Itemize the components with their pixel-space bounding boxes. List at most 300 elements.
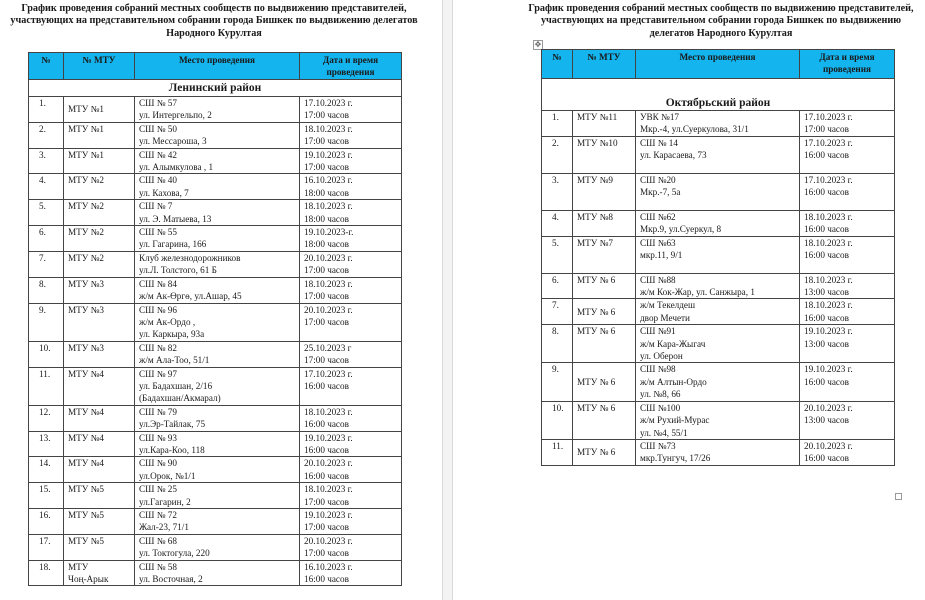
- mtu-cell: [64, 509, 135, 535]
- datetime-cell: [300, 483, 402, 509]
- datetime-cell-line: 16:00 часов: [804, 376, 849, 387]
- datetime-cell-line: 16:00 часов: [804, 312, 849, 323]
- place-cell-line: ж/м Текелдеш: [640, 300, 696, 311]
- mtu-cell: [64, 97, 135, 123]
- place-cell-line: ж/м Ала-Тоо, 51/1: [139, 355, 210, 366]
- datetime-cell: [300, 341, 402, 367]
- row-number: 15.: [29, 483, 64, 509]
- mtu-cell-line: МТУ № 6: [577, 402, 616, 413]
- datetime-cell: [300, 405, 402, 431]
- table-row: [542, 363, 895, 401]
- document-title: График проведения собраний местных сообществ по выдвижению представителей, участвующих на представительном собрании города Бишкек по выдвижению делегатов Народного Курултая: [528, 3, 914, 39]
- place-cell: [135, 148, 300, 174]
- datetime-cell: [800, 210, 895, 236]
- place-cell-line: СШ №62: [640, 211, 676, 222]
- mtu-cell: [64, 457, 135, 483]
- table-row: [29, 534, 402, 560]
- place-cell-line: ул.Орок, №1/1: [139, 470, 196, 481]
- mtu-cell: [573, 273, 636, 299]
- datetime-cell: [800, 401, 895, 439]
- header-place: Место проведения: [135, 53, 300, 80]
- datetime-cell: [800, 299, 895, 325]
- mtu-cell: [573, 439, 636, 465]
- mtu-cell: [64, 560, 135, 586]
- mtu-cell: [64, 148, 135, 174]
- mtu-cell-line: МТУ №1: [68, 104, 104, 115]
- place-cell-line: СШ № 57: [139, 98, 177, 108]
- datetime-cell-line: 18:00 часов: [304, 239, 349, 250]
- table-resize-handle-icon[interactable]: [895, 493, 902, 500]
- row-number: 8.: [29, 277, 64, 303]
- mtu-cell-line: МТУ №3: [68, 304, 104, 315]
- datetime-cell-line: 17:00 часов: [304, 162, 349, 173]
- place-cell: [636, 173, 800, 210]
- place-cell-line: СШ №63: [640, 237, 676, 248]
- mtu-cell: [64, 534, 135, 560]
- row-number: 11.: [29, 367, 64, 405]
- row-number: 6.: [29, 226, 64, 252]
- table-row: [29, 483, 402, 509]
- datetime-cell-line: 18.10.2023 г.: [804, 274, 853, 285]
- mtu-cell: [64, 251, 135, 277]
- place-cell: [636, 363, 800, 401]
- place-cell-line: СШ № 93: [139, 432, 177, 443]
- datetime-cell-line: 20.10.2023 г.: [804, 402, 853, 413]
- place-cell-line: СШ № 42: [139, 149, 177, 160]
- mtu-cell-line: МТУ №4: [68, 368, 104, 379]
- mtu-cell-line: МТУ №2: [68, 201, 104, 212]
- place-cell: [135, 226, 300, 252]
- mtu-cell: [64, 431, 135, 457]
- header-number: №: [542, 50, 573, 79]
- document-title: График проведения собраний местных сообществ по выдвижению представителей, участвующих на представительном собрании города Бишкек по выдвижению делегатов Народного Курултая: [10, 3, 418, 39]
- mtu-cell-line: МТУ №4: [68, 432, 104, 443]
- place-cell: [636, 439, 800, 465]
- datetime-cell-line: 16:00 часов: [304, 470, 349, 481]
- datetime-cell: [300, 97, 402, 123]
- place-cell-line: ж/м Кара-Жыгач: [640, 338, 706, 349]
- table-row: [542, 273, 895, 299]
- mtu-cell-line: МТУ № 6: [577, 326, 616, 337]
- datetime-cell-line: 18.10.2023 г.: [304, 278, 353, 289]
- datetime-cell: [300, 457, 402, 483]
- row-number: 5.: [542, 236, 573, 273]
- district-name: Ленинский район: [29, 80, 402, 97]
- row-number: 4.: [29, 174, 64, 200]
- place-cell-line: СШ № 82: [139, 342, 177, 353]
- mtu-cell-line: МТУ №7: [577, 237, 613, 248]
- place-cell: [135, 534, 300, 560]
- place-cell-line: ул. Гагарина, 166: [139, 239, 207, 250]
- place-cell-line: ул. Э. Матыева, 13: [139, 213, 212, 224]
- datetime-cell-line: 17:00 часов: [304, 136, 349, 147]
- datetime-cell: [300, 367, 402, 405]
- mtu-cell-line: МТУ №8: [577, 211, 613, 222]
- mtu-cell: [573, 173, 636, 210]
- table-row: [542, 401, 895, 439]
- place-cell-line: СШ № 90: [139, 458, 177, 469]
- place-cell-line: УВК №17: [640, 112, 680, 122]
- mtu-cell-line: МТУ №11: [577, 112, 618, 122]
- datetime-cell: [800, 136, 895, 173]
- mtu-cell-line: МТУ № 6: [577, 274, 616, 285]
- row-number: 7.: [542, 299, 573, 325]
- mtu-cell: [573, 210, 636, 236]
- place-cell-line: Жал-23, 71/1: [139, 522, 189, 533]
- row-number: 14.: [29, 457, 64, 483]
- datetime-cell-line: 16.10.2023 г.: [304, 175, 353, 186]
- place-cell-line: ул. Каркыра, 93а: [139, 329, 205, 340]
- row-number: 17.: [29, 534, 64, 560]
- table-row: [29, 431, 402, 457]
- mtu-cell: [573, 401, 636, 439]
- datetime-cell: [300, 534, 402, 560]
- mtu-cell-line: МТУ №2: [68, 227, 104, 238]
- schedule-table-leninsky: [28, 52, 402, 586]
- mtu-cell: [64, 341, 135, 367]
- mtu-cell-line: МТУ №4: [68, 406, 104, 417]
- district-name: Октябрьский район: [542, 79, 895, 111]
- place-cell-line: ул. Карасаева, 73: [640, 150, 707, 161]
- place-cell: [135, 405, 300, 431]
- header-place: Место проведения: [636, 50, 800, 79]
- place-cell: [135, 174, 300, 200]
- district-row: [29, 80, 402, 97]
- mtu-cell-line: МТУ №2: [68, 175, 104, 186]
- place-cell-line: ул. Токтогула, 220: [139, 548, 210, 559]
- datetime-cell: [300, 251, 402, 277]
- datetime-cell-line: 16:00 часов: [304, 419, 349, 430]
- mtu-cell: [573, 236, 636, 273]
- table-row: [29, 148, 402, 174]
- place-cell: [636, 136, 800, 173]
- datetime-cell-line: 13:00 часов: [804, 287, 849, 298]
- place-cell-line: СШ №88: [640, 274, 676, 285]
- place-cell: [135, 341, 300, 367]
- table-row: [542, 325, 895, 363]
- row-number: 8.: [542, 325, 573, 363]
- datetime-cell-line: 17:00 часов: [804, 124, 849, 135]
- place-cell: [135, 200, 300, 226]
- datetime-cell-line: 19.10.2023 г.: [304, 432, 353, 443]
- table-row: [29, 405, 402, 431]
- mtu-cell: [64, 226, 135, 252]
- header-datetime: Дата и время проведения: [300, 53, 402, 80]
- place-cell-line: СШ № 96: [139, 304, 177, 315]
- datetime-cell-line: 17:00 часов: [304, 110, 349, 121]
- place-cell-line: СШ № 25: [139, 484, 177, 495]
- row-number: 18.: [29, 560, 64, 586]
- datetime-cell: [800, 173, 895, 210]
- datetime-cell-line: 19.10.2023 г.: [804, 364, 853, 375]
- mtu-cell-line: МТУ №9: [577, 174, 613, 185]
- place-cell: [135, 97, 300, 123]
- place-cell-line: СШ № 79: [139, 406, 177, 417]
- datetime-cell-line: 17:00 часов: [304, 265, 349, 276]
- datetime-cell: [800, 439, 895, 465]
- table-move-handle-icon[interactable]: ✥: [534, 40, 542, 49]
- datetime-cell-line: 13:00 часов: [804, 415, 849, 426]
- place-cell-line: СШ №73: [640, 440, 676, 451]
- place-cell: [135, 303, 300, 341]
- row-number: 2.: [29, 122, 64, 148]
- datetime-cell-line: 20.10.2023 г.: [304, 535, 353, 546]
- place-cell-line: СШ № 72: [139, 510, 177, 520]
- datetime-cell-line: 20.10.2023 г.: [304, 252, 353, 263]
- table-row: [542, 136, 895, 173]
- header-mtu: № МТУ: [573, 50, 636, 79]
- place-cell-line: СШ №91: [640, 326, 676, 337]
- datetime-cell: [300, 560, 402, 586]
- datetime-cell-line: 25.10.2023 г: [304, 342, 352, 353]
- datetime-cell: [300, 122, 402, 148]
- place-cell-line: ул. Алымкулова , 1: [139, 162, 214, 173]
- place-cell: [135, 251, 300, 277]
- datetime-cell: [800, 236, 895, 273]
- mtu-cell: [64, 303, 135, 341]
- datetime-cell-line: 16:00 часов: [304, 444, 349, 455]
- row-number: 10.: [542, 401, 573, 439]
- place-cell: [135, 431, 300, 457]
- place-cell-line: ж/м Кок-Жар, ул. Санжыра, 1: [640, 287, 755, 298]
- place-cell: [636, 401, 800, 439]
- mtu-cell-line: МТУ №1: [68, 123, 104, 134]
- table-row: [542, 210, 895, 236]
- place-cell: [135, 483, 300, 509]
- place-cell-line: СШ № 7: [139, 201, 173, 212]
- place-cell-line: СШ № 14: [640, 137, 678, 148]
- table-row: [29, 122, 402, 148]
- table-row: [29, 226, 402, 252]
- row-number: 11.: [542, 439, 573, 465]
- table-row: [29, 200, 402, 226]
- row-number: 3.: [29, 148, 64, 174]
- place-cell: [636, 299, 800, 325]
- place-cell: [135, 277, 300, 303]
- table-row: [29, 174, 402, 200]
- datetime-cell-line: 18.10.2023 г.: [804, 300, 853, 311]
- place-cell: [636, 325, 800, 363]
- table-row: [542, 111, 895, 137]
- place-cell-line: ж/м Ак-Ордо ,: [139, 316, 196, 327]
- mtu-cell: [64, 200, 135, 226]
- place-cell: [135, 367, 300, 405]
- place-cell-line: ул. Бадахшан, 2/16: [139, 380, 213, 391]
- place-cell-line: ул.Эр-Тайлак, 75: [139, 419, 206, 430]
- datetime-cell-line: 16.10.2023 г.: [304, 561, 353, 572]
- place-cell-line: Клуб железнодорожников: [139, 252, 241, 263]
- mtu-cell-line: МТУ №3: [68, 278, 104, 289]
- table-row: [29, 251, 402, 277]
- datetime-cell-line: 17.10.2023 г.: [304, 98, 353, 108]
- table-row: [29, 367, 402, 405]
- datetime-cell-line: 16:00 часов: [804, 187, 849, 198]
- datetime-cell: [800, 273, 895, 299]
- table-row: [29, 457, 402, 483]
- place-cell-line: Мкр.-7, 5а: [640, 187, 681, 198]
- table-row: [542, 173, 895, 210]
- mtu-cell: [573, 111, 636, 137]
- schedule-table-oktyabrsky: [541, 49, 895, 466]
- table-row: [29, 277, 402, 303]
- header-number: №: [29, 53, 64, 80]
- datetime-cell-line: 17:00 часов: [304, 522, 349, 533]
- datetime-cell-line: 13:00 часов: [804, 338, 849, 349]
- place-cell-line: ж/м Рухий-Мурас: [640, 415, 710, 426]
- datetime-cell-line: 18.10.2023 г.: [804, 211, 853, 222]
- left-document-page: [0, 0, 442, 600]
- datetime-cell-line: 18.10.2023 г.: [304, 484, 353, 495]
- mtu-cell-line: МТУ №10: [577, 137, 618, 148]
- datetime-cell: [300, 200, 402, 226]
- datetime-cell: [300, 509, 402, 535]
- table-row: [542, 236, 895, 273]
- row-number: 16.: [29, 509, 64, 535]
- mtu-cell-line: МТУ № 6: [577, 306, 616, 317]
- datetime-cell-line: 19.10.2023 г.: [304, 510, 353, 520]
- place-cell-line: Мкр.-4, ул.Суеркулова, 31/1: [640, 124, 749, 135]
- mtu-cell-line: МТУ №3: [68, 342, 104, 353]
- row-number: 7.: [29, 251, 64, 277]
- place-cell-line: СШ № 97: [139, 368, 177, 379]
- datetime-cell-line: 17:00 часов: [304, 316, 349, 327]
- row-number: 5.: [29, 200, 64, 226]
- row-number: 10.: [29, 341, 64, 367]
- place-cell-line: ул. Восточная, 2: [139, 574, 203, 585]
- datetime-cell: [300, 303, 402, 341]
- place-cell-line: СШ №20: [640, 174, 676, 185]
- table-header-row: [542, 50, 895, 79]
- datetime-cell-line: 20.10.2023 г.: [304, 304, 353, 315]
- table-row: [29, 303, 402, 341]
- mtu-cell-line: МТУ № 6: [577, 376, 616, 387]
- datetime-cell-line: 16:00 часов: [804, 250, 849, 261]
- mtu-cell: [573, 363, 636, 401]
- mtu-cell: [573, 136, 636, 173]
- place-cell-line: СШ № 68: [139, 535, 177, 546]
- row-number: 4.: [542, 210, 573, 236]
- place-cell: [636, 210, 800, 236]
- datetime-cell: [300, 148, 402, 174]
- mtu-cell-line: Чоң-Арык: [68, 574, 109, 585]
- mtu-cell: [64, 483, 135, 509]
- datetime-cell-line: 18:00 часов: [304, 213, 349, 224]
- place-cell-line: СШ № 84: [139, 278, 177, 289]
- table-row: [29, 97, 402, 123]
- place-cell-line: ул. Кахова, 7: [139, 187, 189, 198]
- datetime-cell: [300, 226, 402, 252]
- place-cell: [135, 509, 300, 535]
- datetime-cell-line: 17.10.2023 г.: [304, 368, 353, 379]
- place-cell-line: ул.Гагарин, 2: [139, 496, 191, 507]
- row-number: 3.: [542, 173, 573, 210]
- datetime-cell-line: 18.10.2023 г.: [304, 201, 353, 212]
- mtu-cell-line: МТУ №5: [68, 484, 104, 495]
- datetime-cell-line: 19.10.2023 г.: [804, 326, 853, 337]
- mtu-cell-line: МТУ №5: [68, 510, 104, 520]
- mtu-cell-line: МТУ №4: [68, 458, 104, 469]
- mtu-cell-line: МТУ №2: [68, 252, 104, 263]
- datetime-cell-line: 20.10.2023 г.: [804, 440, 853, 451]
- table-row: [29, 560, 402, 586]
- datetime-cell-line: 16:00 часов: [804, 150, 849, 161]
- datetime-cell-line: 18:00 часов: [304, 187, 349, 198]
- mtu-cell: [64, 405, 135, 431]
- datetime-cell-line: 18.10.2023 г.: [804, 237, 853, 248]
- datetime-cell-line: 16:00 часов: [304, 574, 349, 585]
- place-cell-line: ул. Интергельпо, 2: [139, 110, 212, 121]
- place-cell-line: ул.Кара-Коо, 118: [139, 444, 205, 455]
- place-cell: [636, 273, 800, 299]
- place-cell-line: двор Мечети: [640, 312, 690, 323]
- datetime-cell-line: 18.10.2023 г.: [304, 406, 353, 417]
- table-row: [29, 509, 402, 535]
- row-number: 13.: [29, 431, 64, 457]
- table-row: [542, 439, 895, 465]
- header-mtu: № МТУ: [64, 53, 135, 80]
- place-cell-line: ул. №4, 55/1: [640, 427, 688, 438]
- place-cell-line: СШ № 40: [139, 175, 177, 186]
- table-row: [29, 341, 402, 367]
- place-cell-line: ул. №8, 66: [640, 389, 681, 400]
- datetime-cell-line: 16:00 часов: [804, 453, 849, 464]
- datetime-cell-line: 20.10.2023 г.: [304, 458, 353, 469]
- place-cell-line: мкр.11, 9/1: [640, 250, 683, 261]
- datetime-cell-line: 17:00 часов: [304, 496, 349, 507]
- datetime-cell-line: 16:00 часов: [804, 224, 849, 235]
- datetime-cell-line: 16:00 часов: [304, 380, 349, 391]
- datetime-cell-line: 18.10.2023 г.: [304, 123, 353, 134]
- datetime-cell: [300, 431, 402, 457]
- page-divider: [442, 0, 453, 600]
- row-number: 6.: [542, 273, 573, 299]
- row-number: 9.: [542, 363, 573, 401]
- mtu-cell-line: МТУ №5: [68, 535, 104, 546]
- place-cell-line: СШ № 50: [139, 123, 177, 134]
- mtu-cell: [64, 174, 135, 200]
- datetime-cell-line: 17:00 часов: [304, 355, 349, 366]
- place-cell: [636, 236, 800, 273]
- place-cell-line: СШ № 55: [139, 227, 177, 238]
- place-cell-line: СШ №98: [640, 364, 676, 375]
- mtu-cell-line: МТУ №1: [68, 149, 104, 160]
- place-cell-line: ул. Оберон: [640, 351, 683, 362]
- place-cell: [135, 457, 300, 483]
- place-cell-line: мкр.Тунгуч, 17/26: [640, 453, 711, 464]
- place-cell: [135, 560, 300, 586]
- datetime-cell-line: 17.10.2023 г.: [804, 174, 853, 185]
- place-cell-line: ж/м Ак-Өргө, ул.Ашар, 45: [139, 291, 242, 302]
- table-header-row: [29, 53, 402, 80]
- right-document-page: [453, 0, 925, 600]
- row-number: 1.: [542, 111, 573, 137]
- datetime-cell-line: 17:00 часов: [304, 291, 349, 302]
- district-row: [542, 79, 895, 111]
- mtu-cell: [64, 367, 135, 405]
- datetime-cell-line: 19.10.2023 г.: [304, 149, 353, 160]
- row-number: 12.: [29, 405, 64, 431]
- datetime-cell: [800, 363, 895, 401]
- place-cell-line: (Бадахшан/Акмарал): [139, 393, 221, 404]
- row-number: 1.: [29, 97, 64, 123]
- datetime-cell: [800, 325, 895, 363]
- mtu-cell-line: МТУ № 6: [577, 447, 616, 458]
- place-cell: [636, 111, 800, 137]
- datetime-cell: [300, 277, 402, 303]
- mtu-cell: [64, 277, 135, 303]
- datetime-cell-line: 17:00 часов: [304, 548, 349, 559]
- header-datetime: Дата и время проведения: [800, 50, 895, 79]
